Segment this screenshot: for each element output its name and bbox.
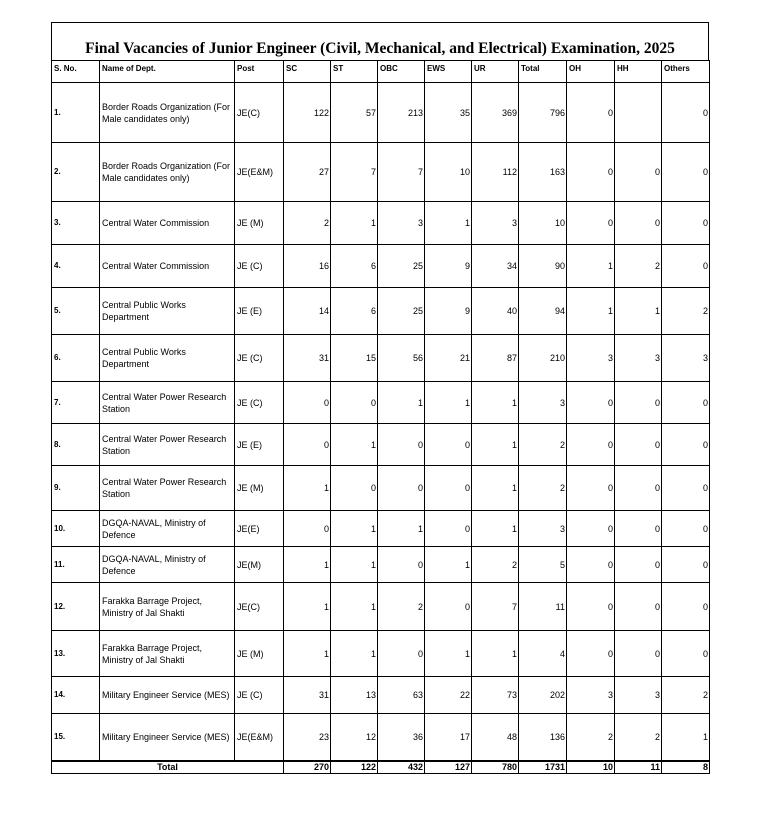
cell-sc: 31 bbox=[284, 677, 331, 714]
cell-hh: 0 bbox=[615, 382, 662, 424]
cell-st: 6 bbox=[331, 245, 378, 288]
cell-st: 1 bbox=[331, 511, 378, 547]
cell-ews: 0 bbox=[425, 466, 472, 511]
cell-post: JE(C) bbox=[235, 583, 284, 631]
table-row bbox=[52, 714, 710, 761]
cell-ews: 1 bbox=[425, 202, 472, 245]
cell-st: 1 bbox=[331, 583, 378, 631]
cell-dept: Central Water Commission bbox=[100, 245, 235, 288]
cell-others: 0 bbox=[662, 245, 710, 288]
cell-sno: 8. bbox=[52, 424, 100, 466]
cell-st: 0 bbox=[331, 466, 378, 511]
cell-ews: 0 bbox=[425, 583, 472, 631]
cell-obc: 1 bbox=[378, 511, 425, 547]
cell-hh: 0 bbox=[615, 631, 662, 677]
cell-ews: 1 bbox=[425, 547, 472, 583]
cell-oh: 3 bbox=[567, 335, 615, 382]
cell-st: 7 bbox=[331, 143, 378, 202]
col-header-sc: SC bbox=[284, 61, 331, 83]
cell-dept: Central Water Power Research Station bbox=[100, 466, 235, 511]
table-row bbox=[52, 466, 710, 511]
cell-obc: 1 bbox=[378, 382, 425, 424]
table-row bbox=[52, 382, 710, 424]
cell-total: 2 bbox=[519, 424, 567, 466]
cell-sno: 9. bbox=[52, 466, 100, 511]
cell-post: JE (E) bbox=[235, 288, 284, 335]
total-ews: 127 bbox=[425, 761, 472, 774]
cell-post: JE (C) bbox=[235, 335, 284, 382]
cell-sc: 1 bbox=[284, 631, 331, 677]
cell-others: 0 bbox=[662, 83, 710, 143]
cell-obc: 2 bbox=[378, 583, 425, 631]
cell-st: 57 bbox=[331, 83, 378, 143]
cell-oh: 0 bbox=[567, 631, 615, 677]
cell-st: 6 bbox=[331, 288, 378, 335]
cell-sc: 23 bbox=[284, 714, 331, 761]
table-row bbox=[52, 202, 710, 245]
cell-st: 1 bbox=[331, 547, 378, 583]
table-row bbox=[52, 677, 710, 714]
cell-ews: 9 bbox=[425, 245, 472, 288]
table-row bbox=[52, 511, 710, 547]
cell-dept: Farakka Barrage Project, Ministry of Jal Shakti bbox=[100, 631, 235, 677]
cell-others: 0 bbox=[662, 631, 710, 677]
cell-sc: 31 bbox=[284, 335, 331, 382]
table-row bbox=[52, 583, 710, 631]
cell-others: 0 bbox=[662, 382, 710, 424]
cell-post: JE(M) bbox=[235, 547, 284, 583]
cell-ur: 3 bbox=[472, 202, 519, 245]
cell-hh: 0 bbox=[615, 202, 662, 245]
cell-total: 2 bbox=[519, 466, 567, 511]
cell-oh: 3 bbox=[567, 677, 615, 714]
cell-post: JE (M) bbox=[235, 631, 284, 677]
cell-others: 0 bbox=[662, 466, 710, 511]
cell-st: 1 bbox=[331, 424, 378, 466]
cell-dept: DGQA-NAVAL, Ministry of Defence bbox=[100, 511, 235, 547]
cell-obc: 36 bbox=[378, 714, 425, 761]
cell-sno: 12. bbox=[52, 583, 100, 631]
cell-ur: 1 bbox=[472, 631, 519, 677]
cell-obc: 0 bbox=[378, 631, 425, 677]
cell-hh: 3 bbox=[615, 335, 662, 382]
total-sc: 270 bbox=[284, 761, 331, 774]
cell-others: 3 bbox=[662, 335, 710, 382]
vacancy-sheet bbox=[51, 22, 709, 774]
cell-ur: 73 bbox=[472, 677, 519, 714]
total-st: 122 bbox=[331, 761, 378, 774]
table-row bbox=[52, 245, 710, 288]
col-header-obc: OBC bbox=[378, 61, 425, 83]
cell-others: 0 bbox=[662, 547, 710, 583]
cell-total: 4 bbox=[519, 631, 567, 677]
cell-dept: DGQA-NAVAL, Ministry of Defence bbox=[100, 547, 235, 583]
cell-ews: 9 bbox=[425, 288, 472, 335]
cell-sc: 0 bbox=[284, 511, 331, 547]
cell-others: 0 bbox=[662, 424, 710, 466]
cell-obc: 25 bbox=[378, 288, 425, 335]
total-obc: 432 bbox=[378, 761, 425, 774]
cell-oh: 0 bbox=[567, 583, 615, 631]
cell-obc: 3 bbox=[378, 202, 425, 245]
cell-ur: 87 bbox=[472, 335, 519, 382]
total-others: 8 bbox=[662, 761, 710, 774]
cell-post: JE (C) bbox=[235, 245, 284, 288]
cell-obc: 0 bbox=[378, 466, 425, 511]
cell-dept: Border Roads Organization (For Male candidates only) bbox=[100, 83, 235, 143]
cell-dept: Central Water Power Research Station bbox=[100, 424, 235, 466]
cell-others: 0 bbox=[662, 511, 710, 547]
table-row bbox=[52, 288, 710, 335]
cell-obc: 7 bbox=[378, 143, 425, 202]
cell-others: 2 bbox=[662, 677, 710, 714]
cell-total: 202 bbox=[519, 677, 567, 714]
cell-total: 5 bbox=[519, 547, 567, 583]
cell-ur: 40 bbox=[472, 288, 519, 335]
total-ur: 780 bbox=[472, 761, 519, 774]
cell-obc: 0 bbox=[378, 547, 425, 583]
cell-oh: 0 bbox=[567, 83, 615, 143]
cell-ur: 1 bbox=[472, 424, 519, 466]
cell-others: 0 bbox=[662, 143, 710, 202]
cell-hh: 0 bbox=[615, 583, 662, 631]
cell-oh: 2 bbox=[567, 714, 615, 761]
col-header-sno: S. No. bbox=[52, 61, 100, 83]
cell-dept: Central Public Works Department bbox=[100, 288, 235, 335]
cell-others: 1 bbox=[662, 714, 710, 761]
col-header-post: Post bbox=[235, 61, 284, 83]
cell-st: 1 bbox=[331, 202, 378, 245]
cell-total: 796 bbox=[519, 83, 567, 143]
table-row bbox=[52, 83, 710, 143]
cell-obc: 213 bbox=[378, 83, 425, 143]
cell-dept: Central Water Power Research Station bbox=[100, 382, 235, 424]
cell-ur: 1 bbox=[472, 382, 519, 424]
cell-oh: 0 bbox=[567, 424, 615, 466]
cell-sno: 10. bbox=[52, 511, 100, 547]
cell-hh: 0 bbox=[615, 424, 662, 466]
cell-obc: 63 bbox=[378, 677, 425, 714]
cell-ews: 17 bbox=[425, 714, 472, 761]
cell-sc: 1 bbox=[284, 547, 331, 583]
cell-sc: 0 bbox=[284, 424, 331, 466]
cell-ur: 48 bbox=[472, 714, 519, 761]
col-header-ur: UR bbox=[472, 61, 519, 83]
cell-others: 2 bbox=[662, 288, 710, 335]
cell-sno: 4. bbox=[52, 245, 100, 288]
cell-total: 3 bbox=[519, 511, 567, 547]
col-header-hh: HH bbox=[615, 61, 662, 83]
cell-sc: 27 bbox=[284, 143, 331, 202]
cell-ews: 21 bbox=[425, 335, 472, 382]
cell-ur: 34 bbox=[472, 245, 519, 288]
cell-total: 163 bbox=[519, 143, 567, 202]
cell-sc: 2 bbox=[284, 202, 331, 245]
cell-sc: 1 bbox=[284, 466, 331, 511]
cell-hh: 0 bbox=[615, 143, 662, 202]
cell-hh: 1 bbox=[615, 288, 662, 335]
table-row bbox=[52, 335, 710, 382]
table-row bbox=[52, 424, 710, 466]
cell-post: JE(E&M) bbox=[235, 714, 284, 761]
cell-post: JE(C) bbox=[235, 83, 284, 143]
cell-ews: 0 bbox=[425, 511, 472, 547]
cell-hh: 0 bbox=[615, 547, 662, 583]
col-header-others: Others bbox=[662, 61, 710, 83]
cell-st: 12 bbox=[331, 714, 378, 761]
cell-ews: 35 bbox=[425, 83, 472, 143]
cell-hh bbox=[615, 83, 662, 143]
total-oh: 10 bbox=[567, 761, 615, 774]
cell-ews: 0 bbox=[425, 424, 472, 466]
cell-obc: 56 bbox=[378, 335, 425, 382]
cell-dept: Border Roads Organization (For Male candidates only) bbox=[100, 143, 235, 202]
cell-sno: 14. bbox=[52, 677, 100, 714]
cell-sno: 15. bbox=[52, 714, 100, 761]
cell-sno: 1. bbox=[52, 83, 100, 143]
total-total: 1731 bbox=[519, 761, 567, 774]
table-row bbox=[52, 143, 710, 202]
cell-ur: 2 bbox=[472, 547, 519, 583]
cell-oh: 0 bbox=[567, 511, 615, 547]
cell-total: 3 bbox=[519, 382, 567, 424]
cell-hh: 2 bbox=[615, 714, 662, 761]
cell-sc: 0 bbox=[284, 382, 331, 424]
cell-ur: 112 bbox=[472, 143, 519, 202]
cell-hh: 0 bbox=[615, 511, 662, 547]
cell-oh: 0 bbox=[567, 547, 615, 583]
cell-total: 90 bbox=[519, 245, 567, 288]
cell-post: JE (M) bbox=[235, 466, 284, 511]
cell-obc: 0 bbox=[378, 424, 425, 466]
cell-hh: 0 bbox=[615, 466, 662, 511]
cell-post: JE (M) bbox=[235, 202, 284, 245]
cell-sno: 3. bbox=[52, 202, 100, 245]
col-header-dept: Name of Dept. bbox=[100, 61, 235, 83]
cell-oh: 0 bbox=[567, 466, 615, 511]
cell-post: JE (C) bbox=[235, 382, 284, 424]
table-body bbox=[52, 83, 710, 761]
cell-ews: 22 bbox=[425, 677, 472, 714]
cell-sc: 1 bbox=[284, 583, 331, 631]
cell-ur: 7 bbox=[472, 583, 519, 631]
cell-others: 0 bbox=[662, 202, 710, 245]
cell-sc: 14 bbox=[284, 288, 331, 335]
cell-sno: 11. bbox=[52, 547, 100, 583]
cell-oh: 0 bbox=[567, 202, 615, 245]
cell-post: JE (E) bbox=[235, 424, 284, 466]
cell-total: 94 bbox=[519, 288, 567, 335]
cell-sno: 6. bbox=[52, 335, 100, 382]
cell-total: 136 bbox=[519, 714, 567, 761]
cell-ews: 1 bbox=[425, 382, 472, 424]
cell-sno: 7. bbox=[52, 382, 100, 424]
cell-oh: 0 bbox=[567, 382, 615, 424]
page-title: Final Vacancies of Junior Engineer (Civil, Mechanical, and Electrical) Examination, 2025 bbox=[51, 22, 709, 60]
vacancy-table bbox=[51, 60, 710, 774]
cell-obc: 25 bbox=[378, 245, 425, 288]
cell-dept: Central Public Works Department bbox=[100, 335, 235, 382]
cell-sno: 5. bbox=[52, 288, 100, 335]
cell-post: JE(E) bbox=[235, 511, 284, 547]
cell-oh: 1 bbox=[567, 288, 615, 335]
cell-dept: Military Engineer Service (MES) bbox=[100, 714, 235, 761]
cell-sno: 2. bbox=[52, 143, 100, 202]
cell-dept: Farakka Barrage Project, Ministry of Jal Shakti bbox=[100, 583, 235, 631]
table-row bbox=[52, 631, 710, 677]
cell-ews: 10 bbox=[425, 143, 472, 202]
cell-dept: Military Engineer Service (MES) bbox=[100, 677, 235, 714]
cell-total: 210 bbox=[519, 335, 567, 382]
cell-ur: 1 bbox=[472, 466, 519, 511]
col-header-oh: OH bbox=[567, 61, 615, 83]
cell-st: 15 bbox=[331, 335, 378, 382]
cell-dept: Central Water Commission bbox=[100, 202, 235, 245]
cell-total: 11 bbox=[519, 583, 567, 631]
cell-total: 10 bbox=[519, 202, 567, 245]
cell-st: 13 bbox=[331, 677, 378, 714]
header-row bbox=[52, 61, 710, 83]
col-header-ews: EWS bbox=[425, 61, 472, 83]
cell-sno: 13. bbox=[52, 631, 100, 677]
cell-ur: 369 bbox=[472, 83, 519, 143]
cell-hh: 2 bbox=[615, 245, 662, 288]
cell-ews: 1 bbox=[425, 631, 472, 677]
cell-others: 0 bbox=[662, 583, 710, 631]
cell-sc: 16 bbox=[284, 245, 331, 288]
total-hh: 11 bbox=[615, 761, 662, 774]
cell-post: JE (C) bbox=[235, 677, 284, 714]
cell-oh: 0 bbox=[567, 143, 615, 202]
cell-ur: 1 bbox=[472, 511, 519, 547]
cell-st: 1 bbox=[331, 631, 378, 677]
cell-hh: 3 bbox=[615, 677, 662, 714]
cell-sc: 122 bbox=[284, 83, 331, 143]
cell-st: 0 bbox=[331, 382, 378, 424]
totals-row bbox=[52, 761, 710, 774]
cell-oh: 1 bbox=[567, 245, 615, 288]
col-header-st: ST bbox=[331, 61, 378, 83]
table-row bbox=[52, 547, 710, 583]
totals-label: Total bbox=[52, 761, 284, 774]
col-header-total: Total bbox=[519, 61, 567, 83]
cell-post: JE(E&M) bbox=[235, 143, 284, 202]
